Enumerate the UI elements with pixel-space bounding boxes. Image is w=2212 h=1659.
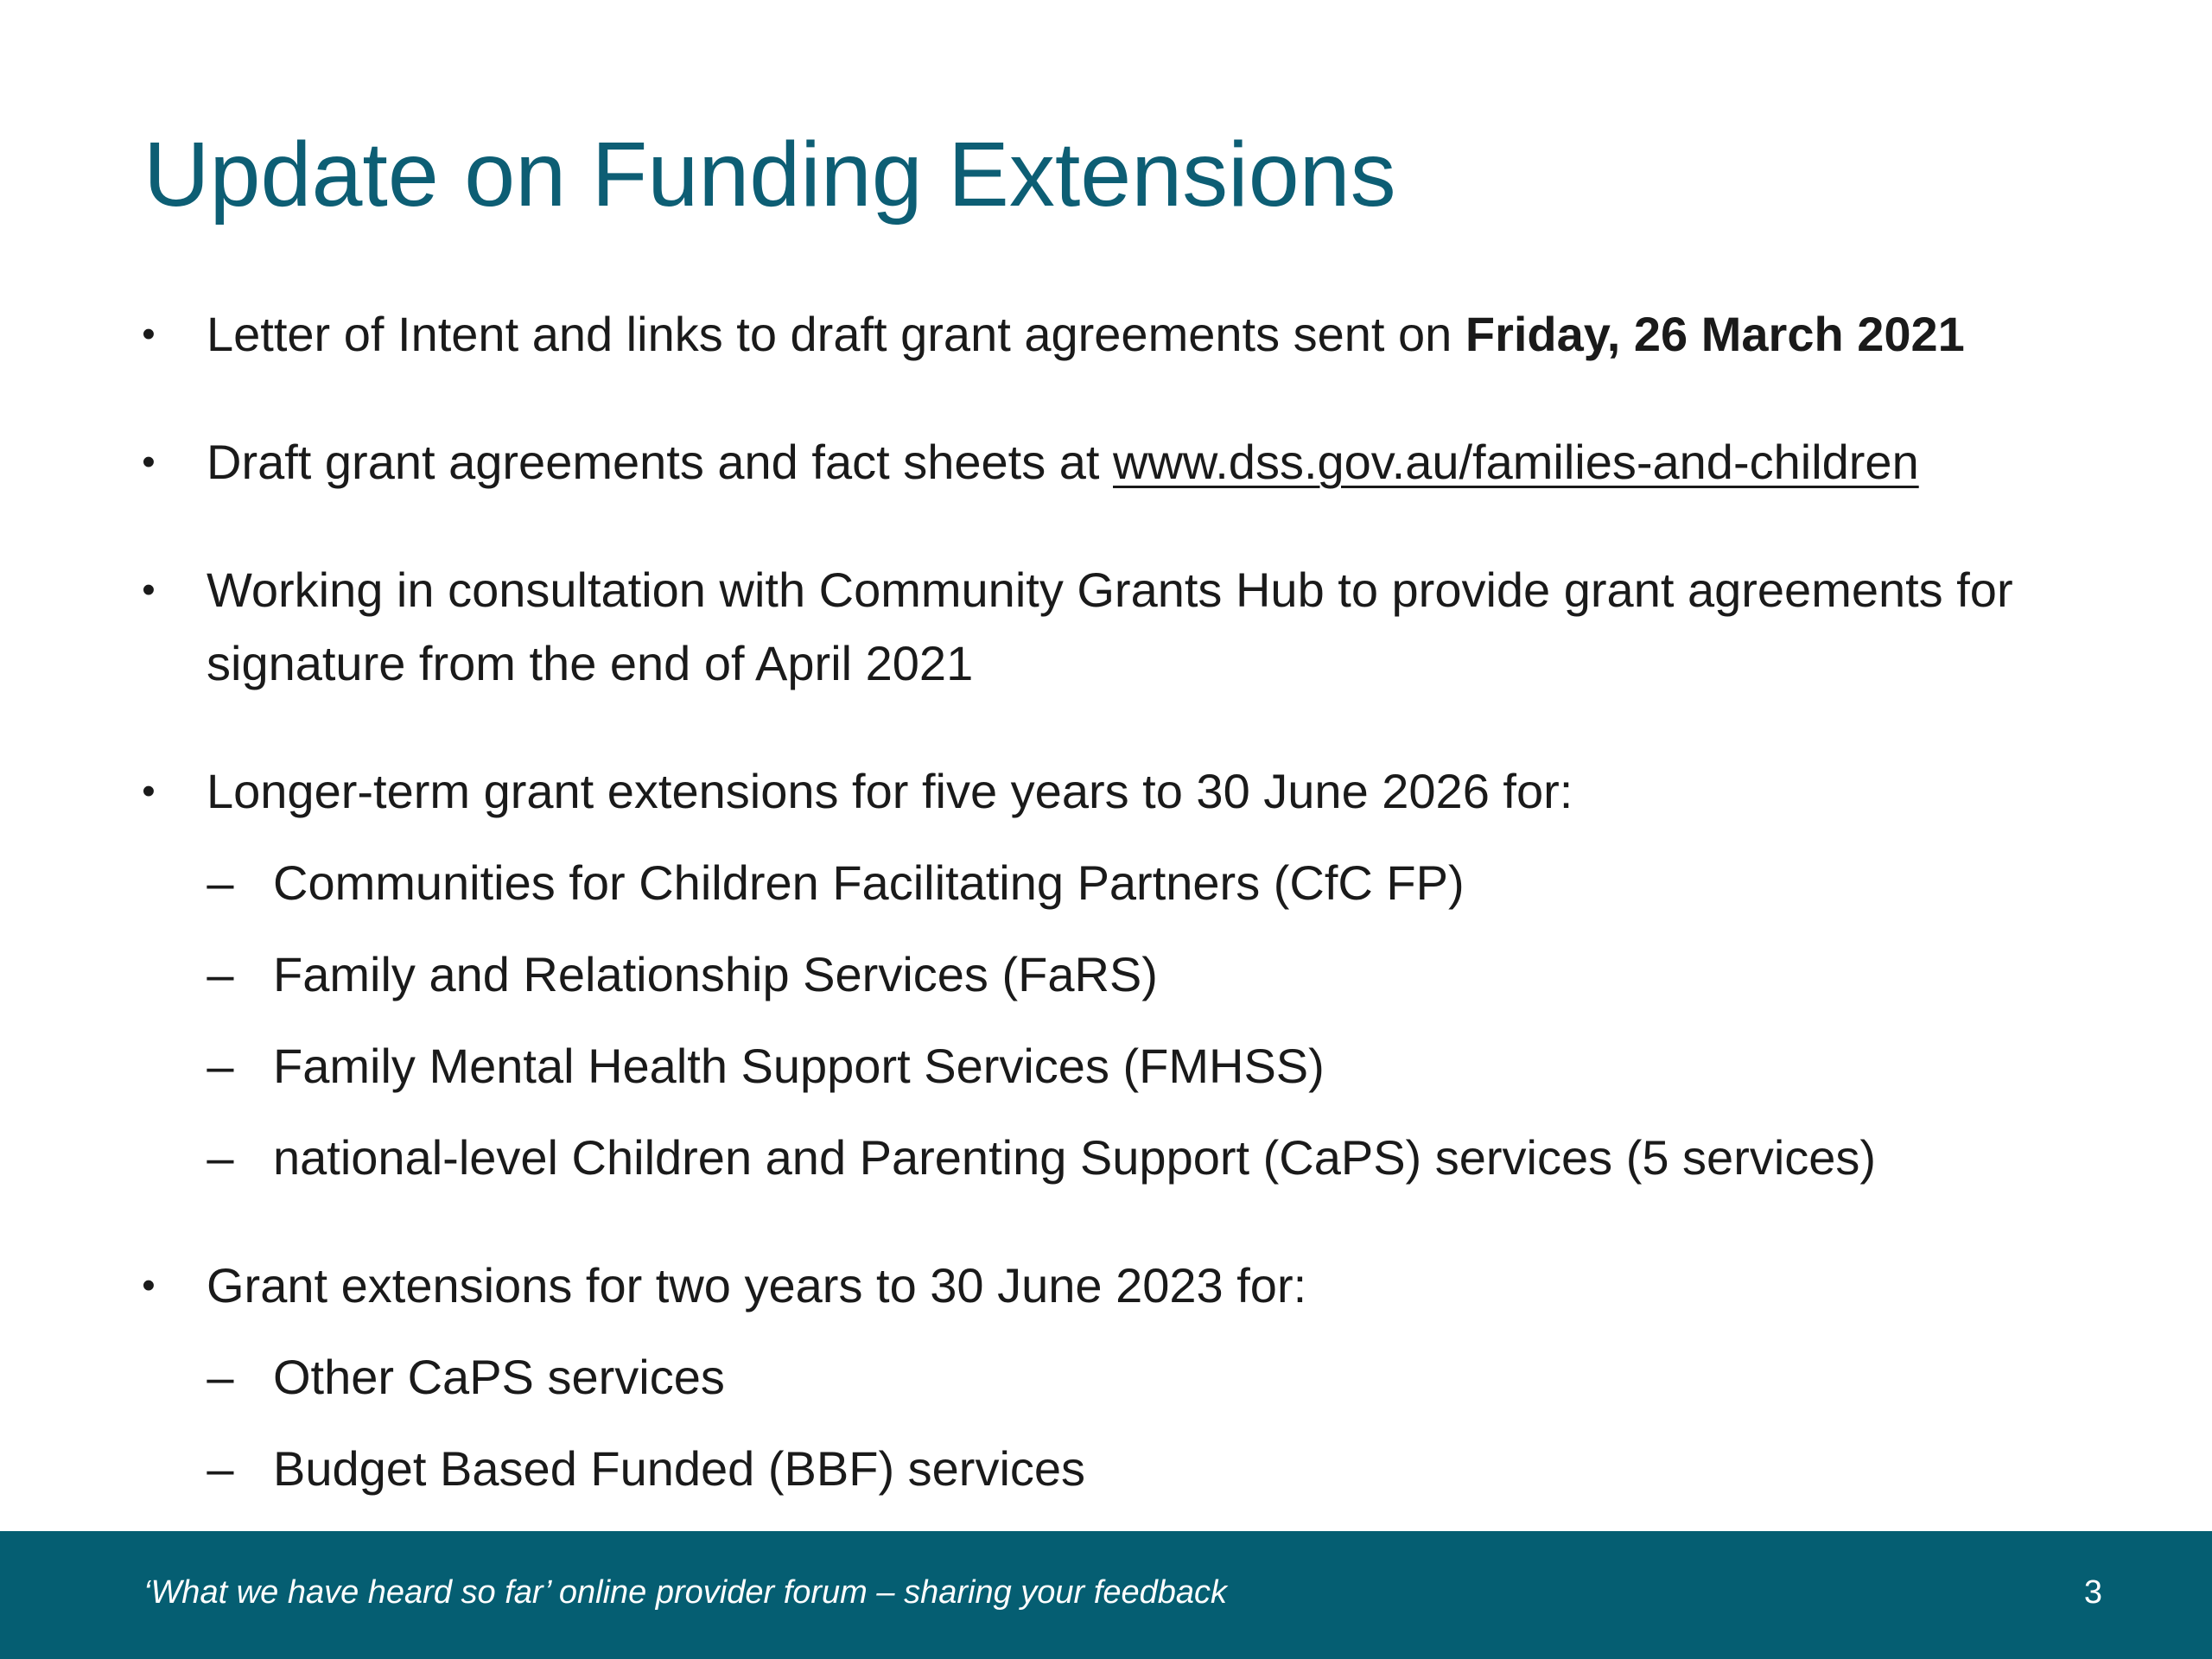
dash-marker: – [207, 1441, 234, 1496]
sub-item-text: Other CaPS services [273, 1350, 725, 1404]
bullet-text: Grant extensions for two years to 30 June 2023 for: [207, 1258, 1307, 1313]
dss-website-link[interactable]: www.dss.gov.au/families-and-children [1113, 435, 1919, 489]
page-number: 3 [2083, 1574, 2102, 1611]
sub-item-text: Budget Based Funded (BBF) services [273, 1441, 1086, 1496]
bullet-text [207, 426, 2107, 499]
bullet-text [207, 298, 2107, 371]
footer-caption: ‘What we have heard so far’ online provider forum – sharing your feedback [143, 1574, 1227, 1611]
bullet-marker: • [142, 770, 156, 812]
bullet-marker: • [142, 313, 156, 355]
dash-marker: – [207, 855, 234, 910]
dash-marker: – [207, 1350, 234, 1404]
footer-bar [0, 1531, 2212, 1659]
dash-marker: – [207, 947, 234, 1001]
bullet-text-line-2: signature from the end of April 2021 [207, 636, 974, 690]
bullet-date-bold: Friday, 26 March 2021 [1465, 307, 1965, 361]
bullet-text-lead: Letter of Intent and links to draft grant agreements sent on [207, 307, 1465, 361]
sub-item-text: Family Mental Health Support Services (FMHSS) [273, 1039, 1325, 1093]
bullet-marker: • [142, 1264, 156, 1306]
sub-item-text: Communities for Children Facilitating Partners (CfC FP) [273, 855, 1465, 910]
bullet-marker: • [142, 441, 156, 483]
sub-item-text: Family and Relationship Services (FaRS) [273, 947, 1158, 1001]
dash-marker: – [207, 1130, 234, 1185]
bullet-text-lead: Draft grant agreements and fact sheets at [207, 435, 1114, 489]
bullet-text: Longer-term grant extensions for five years to 30 June 2026 for: [207, 764, 1573, 818]
bullet-marker: • [142, 569, 156, 611]
slide-title: Update on Funding Extensions [143, 124, 1396, 226]
dash-marker: – [207, 1039, 234, 1093]
sub-item-text: national-level Children and Parenting Support (CaPS) services (5 services) [273, 1130, 1877, 1185]
bullet-text-line-1: Working in consultation with Community Grants Hub to provide grant agreements for [207, 563, 2013, 617]
